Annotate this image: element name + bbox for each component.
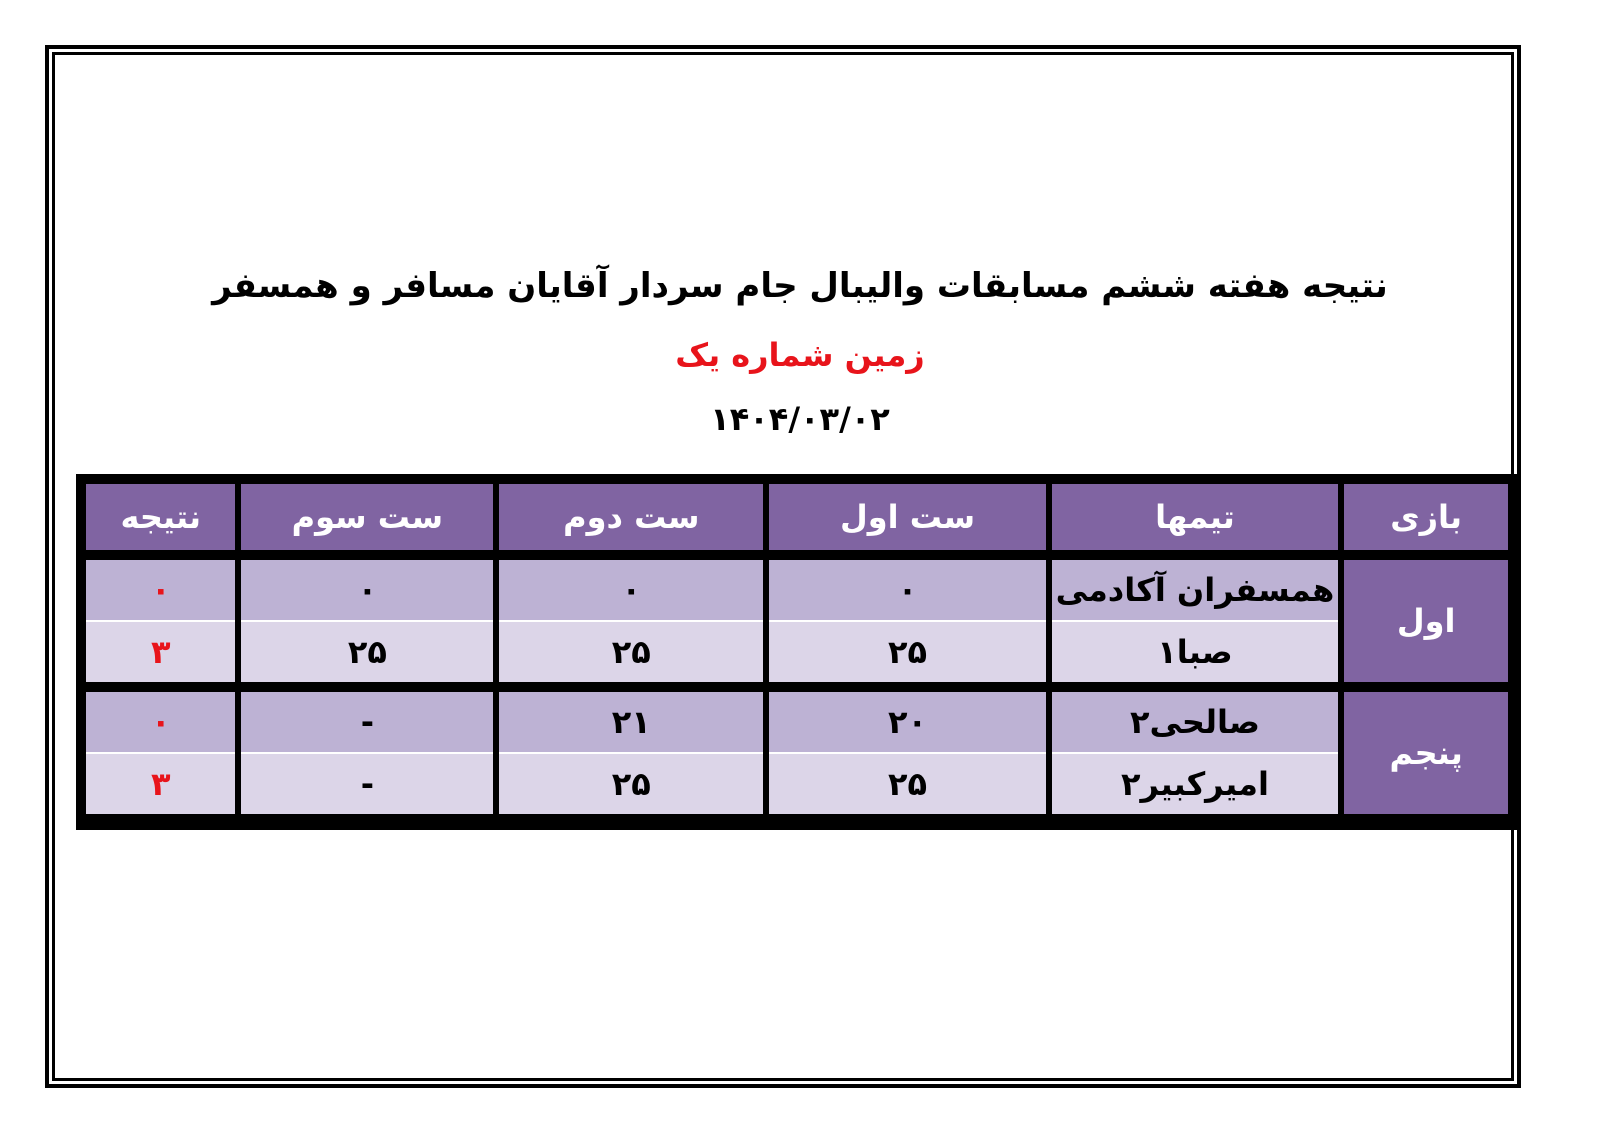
- set1-score: ۲۵: [769, 754, 1045, 814]
- set3-score: ۰: [241, 560, 493, 622]
- set3-score: ۲۵: [241, 622, 493, 682]
- set1-score: ۰: [769, 560, 1045, 622]
- set2-score: ۲۵: [499, 622, 763, 682]
- set2-score: ۲۱: [499, 692, 763, 754]
- header-game: بازی: [1344, 484, 1508, 550]
- game-label: اول: [1344, 560, 1508, 682]
- header-set2: ست دوم: [499, 484, 763, 550]
- team-name: همسفران آکادمی: [1052, 560, 1339, 622]
- set3-score: -: [241, 754, 493, 814]
- set2-score: ۲۵: [499, 754, 763, 814]
- header-set3: ست سوم: [241, 484, 493, 550]
- results-table-container: [76, 474, 1518, 830]
- set1-score: ۲۰: [769, 692, 1045, 754]
- game-label: پنجم: [1344, 692, 1508, 814]
- team-name: امیرکبیر۲: [1052, 754, 1339, 814]
- table-row: [86, 692, 1508, 754]
- result-score: ۰: [86, 560, 235, 622]
- match-date: ۱۴۰۴/۰۳/۰۲: [710, 400, 890, 438]
- page-title: نتیجه هفته ششم مسابقات والیبال جام سردار آقایان مسافر و همسفر: [212, 266, 1388, 306]
- result-score: ۳: [86, 622, 235, 682]
- table-row: [86, 622, 1508, 682]
- header-result: نتیجه: [86, 484, 235, 550]
- court-subtitle: زمین شماره یک: [675, 336, 925, 374]
- result-score: ۰: [86, 692, 235, 754]
- set1-score: ۲۵: [769, 622, 1045, 682]
- table-row: [86, 754, 1508, 814]
- team-name: صبا۱: [1052, 622, 1339, 682]
- table-row: [86, 560, 1508, 622]
- result-score: ۳: [86, 754, 235, 814]
- set3-score: -: [241, 692, 493, 754]
- set2-score: ۰: [499, 560, 763, 622]
- team-name: صالحی۲: [1052, 692, 1339, 754]
- header-teams: تیمها: [1052, 484, 1339, 550]
- table-header-row: [86, 484, 1508, 550]
- results-table: [80, 484, 1514, 814]
- header-set1: ست اول: [769, 484, 1045, 550]
